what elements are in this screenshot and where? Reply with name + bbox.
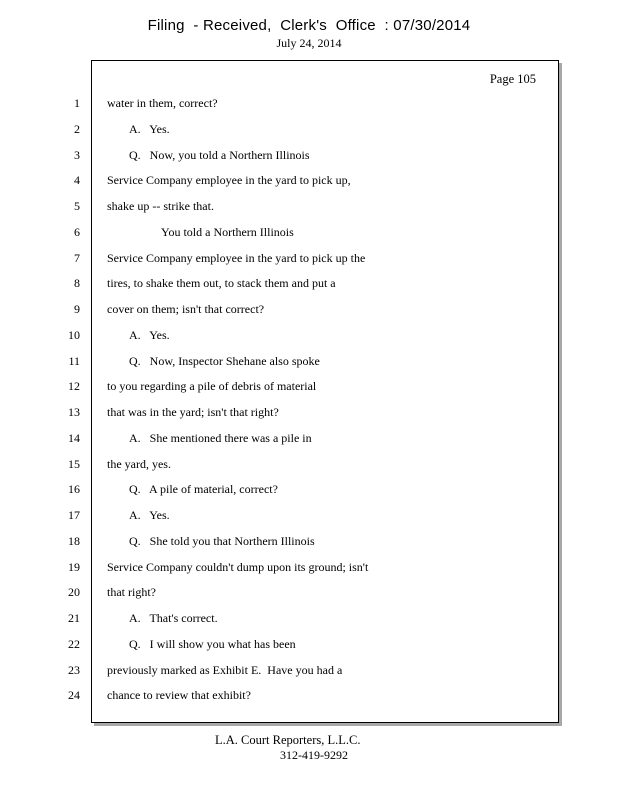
line-number: 3 xyxy=(74,148,80,162)
transcript-line-text: tires, to shake them out, to stack them and put a xyxy=(107,276,336,290)
transcript-line-text: previously marked as Exhibit E. Have you had a xyxy=(107,663,343,677)
transcript-line-text: Service Company employee in the yard to pick up the xyxy=(107,251,366,265)
line-number: 11 xyxy=(68,354,80,368)
line-number: 24 xyxy=(68,688,80,702)
transcript-line-text: Q. Now, you told a Northern Illinois xyxy=(129,148,310,162)
transcript-line-text: that was in the yard; isn't that right? xyxy=(107,405,279,419)
line-number: 15 xyxy=(68,457,80,471)
transcript-line-text: A. That's correct. xyxy=(129,611,218,625)
line-number: 17 xyxy=(68,508,80,522)
line-number: 5 xyxy=(74,199,80,213)
line-number: 19 xyxy=(68,560,80,574)
line-number: 9 xyxy=(74,302,80,316)
line-number: 18 xyxy=(68,534,80,548)
line-number: 14 xyxy=(68,431,80,445)
line-number: 10 xyxy=(68,328,80,342)
transcript-line-text: water in them, correct? xyxy=(107,96,218,110)
line-number: 1 xyxy=(74,96,80,110)
transcript-line-text: that right? xyxy=(107,585,156,599)
transcript-line-text: Q. Now, Inspector Shehane also spoke xyxy=(129,354,320,368)
line-number: 7 xyxy=(74,251,80,265)
transcript-line-text: the yard, yes. xyxy=(107,457,171,471)
page-number: Page 105 xyxy=(489,72,536,86)
transcript-line-text: to you regarding a pile of debris of material xyxy=(107,379,317,393)
transcript-line-text: A. Yes. xyxy=(129,122,170,136)
line-number: 20 xyxy=(68,585,80,599)
transcript-line-text: chance to review that exhibit? xyxy=(107,688,251,702)
line-number: 4 xyxy=(74,173,80,187)
transcript-line-text: You told a Northern Illinois xyxy=(161,225,294,239)
line-number: 22 xyxy=(68,637,80,651)
line-number: 16 xyxy=(68,482,80,496)
transcript-date: July 24, 2014 xyxy=(276,36,342,50)
transcript-line-text: Service Company employee in the yard to pick up, xyxy=(107,173,351,187)
transcript-line-text: A. Yes. xyxy=(129,508,170,522)
transcript-line-text: cover on them; isn't that correct? xyxy=(107,302,265,316)
transcript-line-text: Q. A pile of material, correct? xyxy=(129,482,278,496)
court-reporter-name: L.A. Court Reporters, L.L.C. xyxy=(215,733,361,747)
line-number: 2 xyxy=(74,122,80,136)
filing-stamp-header: Filing - Received, Clerk's Office : 07/30/2014 xyxy=(147,17,471,34)
line-number: 8 xyxy=(74,276,80,290)
court-reporter-phone: 312-419-9292 xyxy=(280,748,348,762)
transcript-line-text: A. Yes. xyxy=(129,328,170,342)
transcript-line-text: Service Company couldn't dump upon its ground; isn't xyxy=(107,560,369,574)
line-number: 23 xyxy=(68,663,80,677)
transcript-line-text: shake up -- strike that. xyxy=(107,199,214,213)
line-number: 6 xyxy=(74,225,80,239)
line-number: 13 xyxy=(68,405,80,419)
line-number: 12 xyxy=(68,379,80,393)
line-number: 21 xyxy=(68,611,80,625)
transcript-line-text: Q. I will show you what has been xyxy=(129,637,296,651)
transcript-line-text: A. She mentioned there was a pile in xyxy=(129,431,312,445)
transcript-line-text: Q. She told you that Northern Illinois xyxy=(129,534,315,548)
